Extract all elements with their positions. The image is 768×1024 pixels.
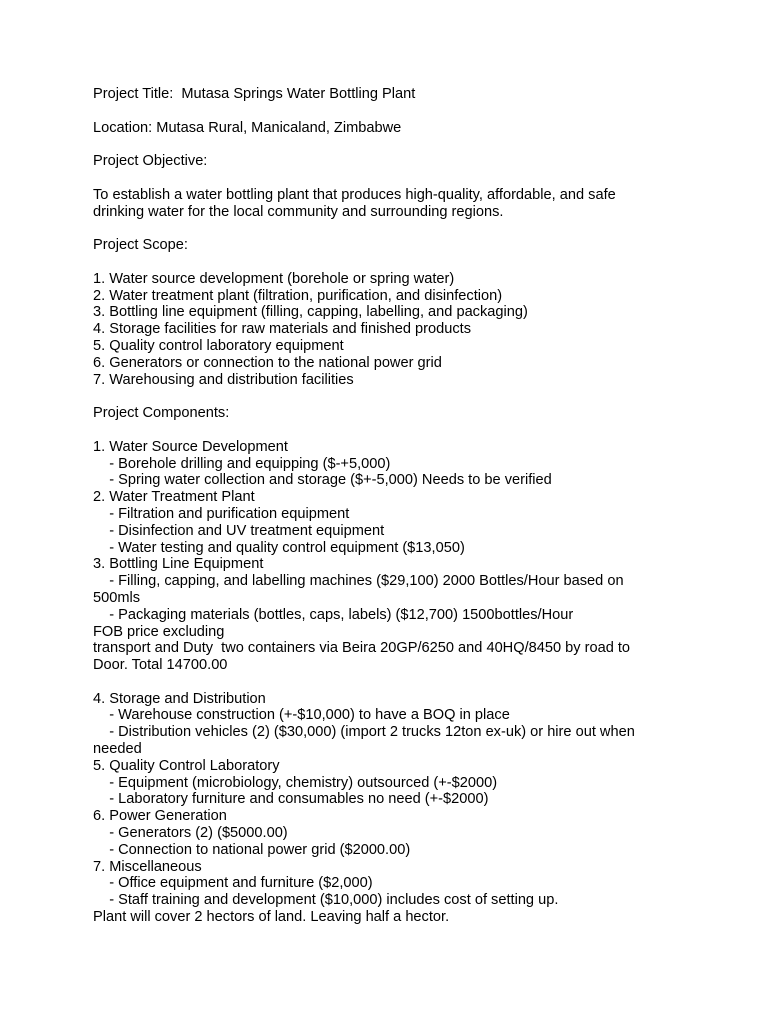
spacer [93, 136, 693, 153]
scope-list: 1. Water source development (borehole or spring water) 2. Water treatment plant (filtration, purification, and disinfection) 3. Bottling line equipment (filling, capping, labelling, and packaging) 4. Storage facilities for raw materials and finished products 5. Quality control laboratory equipment 6. Generators or connection to the national power grid 7. Warehousing and distribution facilities [93, 270, 528, 388]
scope-heading: Project Scope: [93, 237, 188, 254]
spacer [93, 254, 693, 271]
components-list-part-1: 1. Water Source Development - Borehole drilling and equipping ($-+5,000) - Spring water collection and storage ($+-5,000) Needs to be verified 2. Water Treatment Plant - Filtration and purification equipment - Disinfection and UV treatment equipment - Water testing and quality control equipment ($13,050) 3. Bottling Line Equipment - Filling, capping, and labelling machines ($29,100) 2000 Bottles/Hour based on 500mls - Packaging materials (bottles, caps, labels) ($12,700) 1500bottles/Hour FOB price excluding transport and Duty two containers via Beira 20GP/6250 and 40HQ/8450 by road to Door. Total 14700.00 [93, 438, 631, 674]
components-list-part-2: 4. Storage and Distribution - Warehouse construction (+-$10,000) to have a BOQ in place - Distribution vehicles (2) ($30,000) (import 2 trucks 12ton ex-uk) or hire out when needed 5. Quality Control Laboratory - Equipment (microbiology, chemistry) outsourced (+-$2000) - Laboratory furniture and consumables no need (+-$2000) 6. Power Generation - Generators (2) ($5000.00) - Connection to national power grid ($2000.00) 7. Miscellaneous - Office equipment and furniture ($2,000) - Staff training and development ($10,000) includes cost of setting up. Plant will cover 2 hectors of land. Leaving half a hector. [93, 690, 635, 926]
objective-body: To establish a water bottling plant that produces high-quality, affordable, and safe drinking water for the local community and surrounding regions. [93, 186, 616, 220]
components-heading: Project Components: [93, 405, 230, 422]
project-location: Location: Mutasa Rural, Manicaland, Zimbabwe [93, 119, 402, 136]
spacer [93, 422, 693, 439]
spacer [93, 103, 693, 120]
spacer [93, 388, 693, 405]
objective-heading: Project Objective: [93, 153, 208, 170]
document-page [93, 86, 693, 926]
project-title: Project Title: Mutasa Springs Water Bottling Plant [93, 86, 416, 102]
spacer [93, 170, 693, 187]
spacer [93, 220, 693, 237]
spacer [93, 674, 693, 691]
